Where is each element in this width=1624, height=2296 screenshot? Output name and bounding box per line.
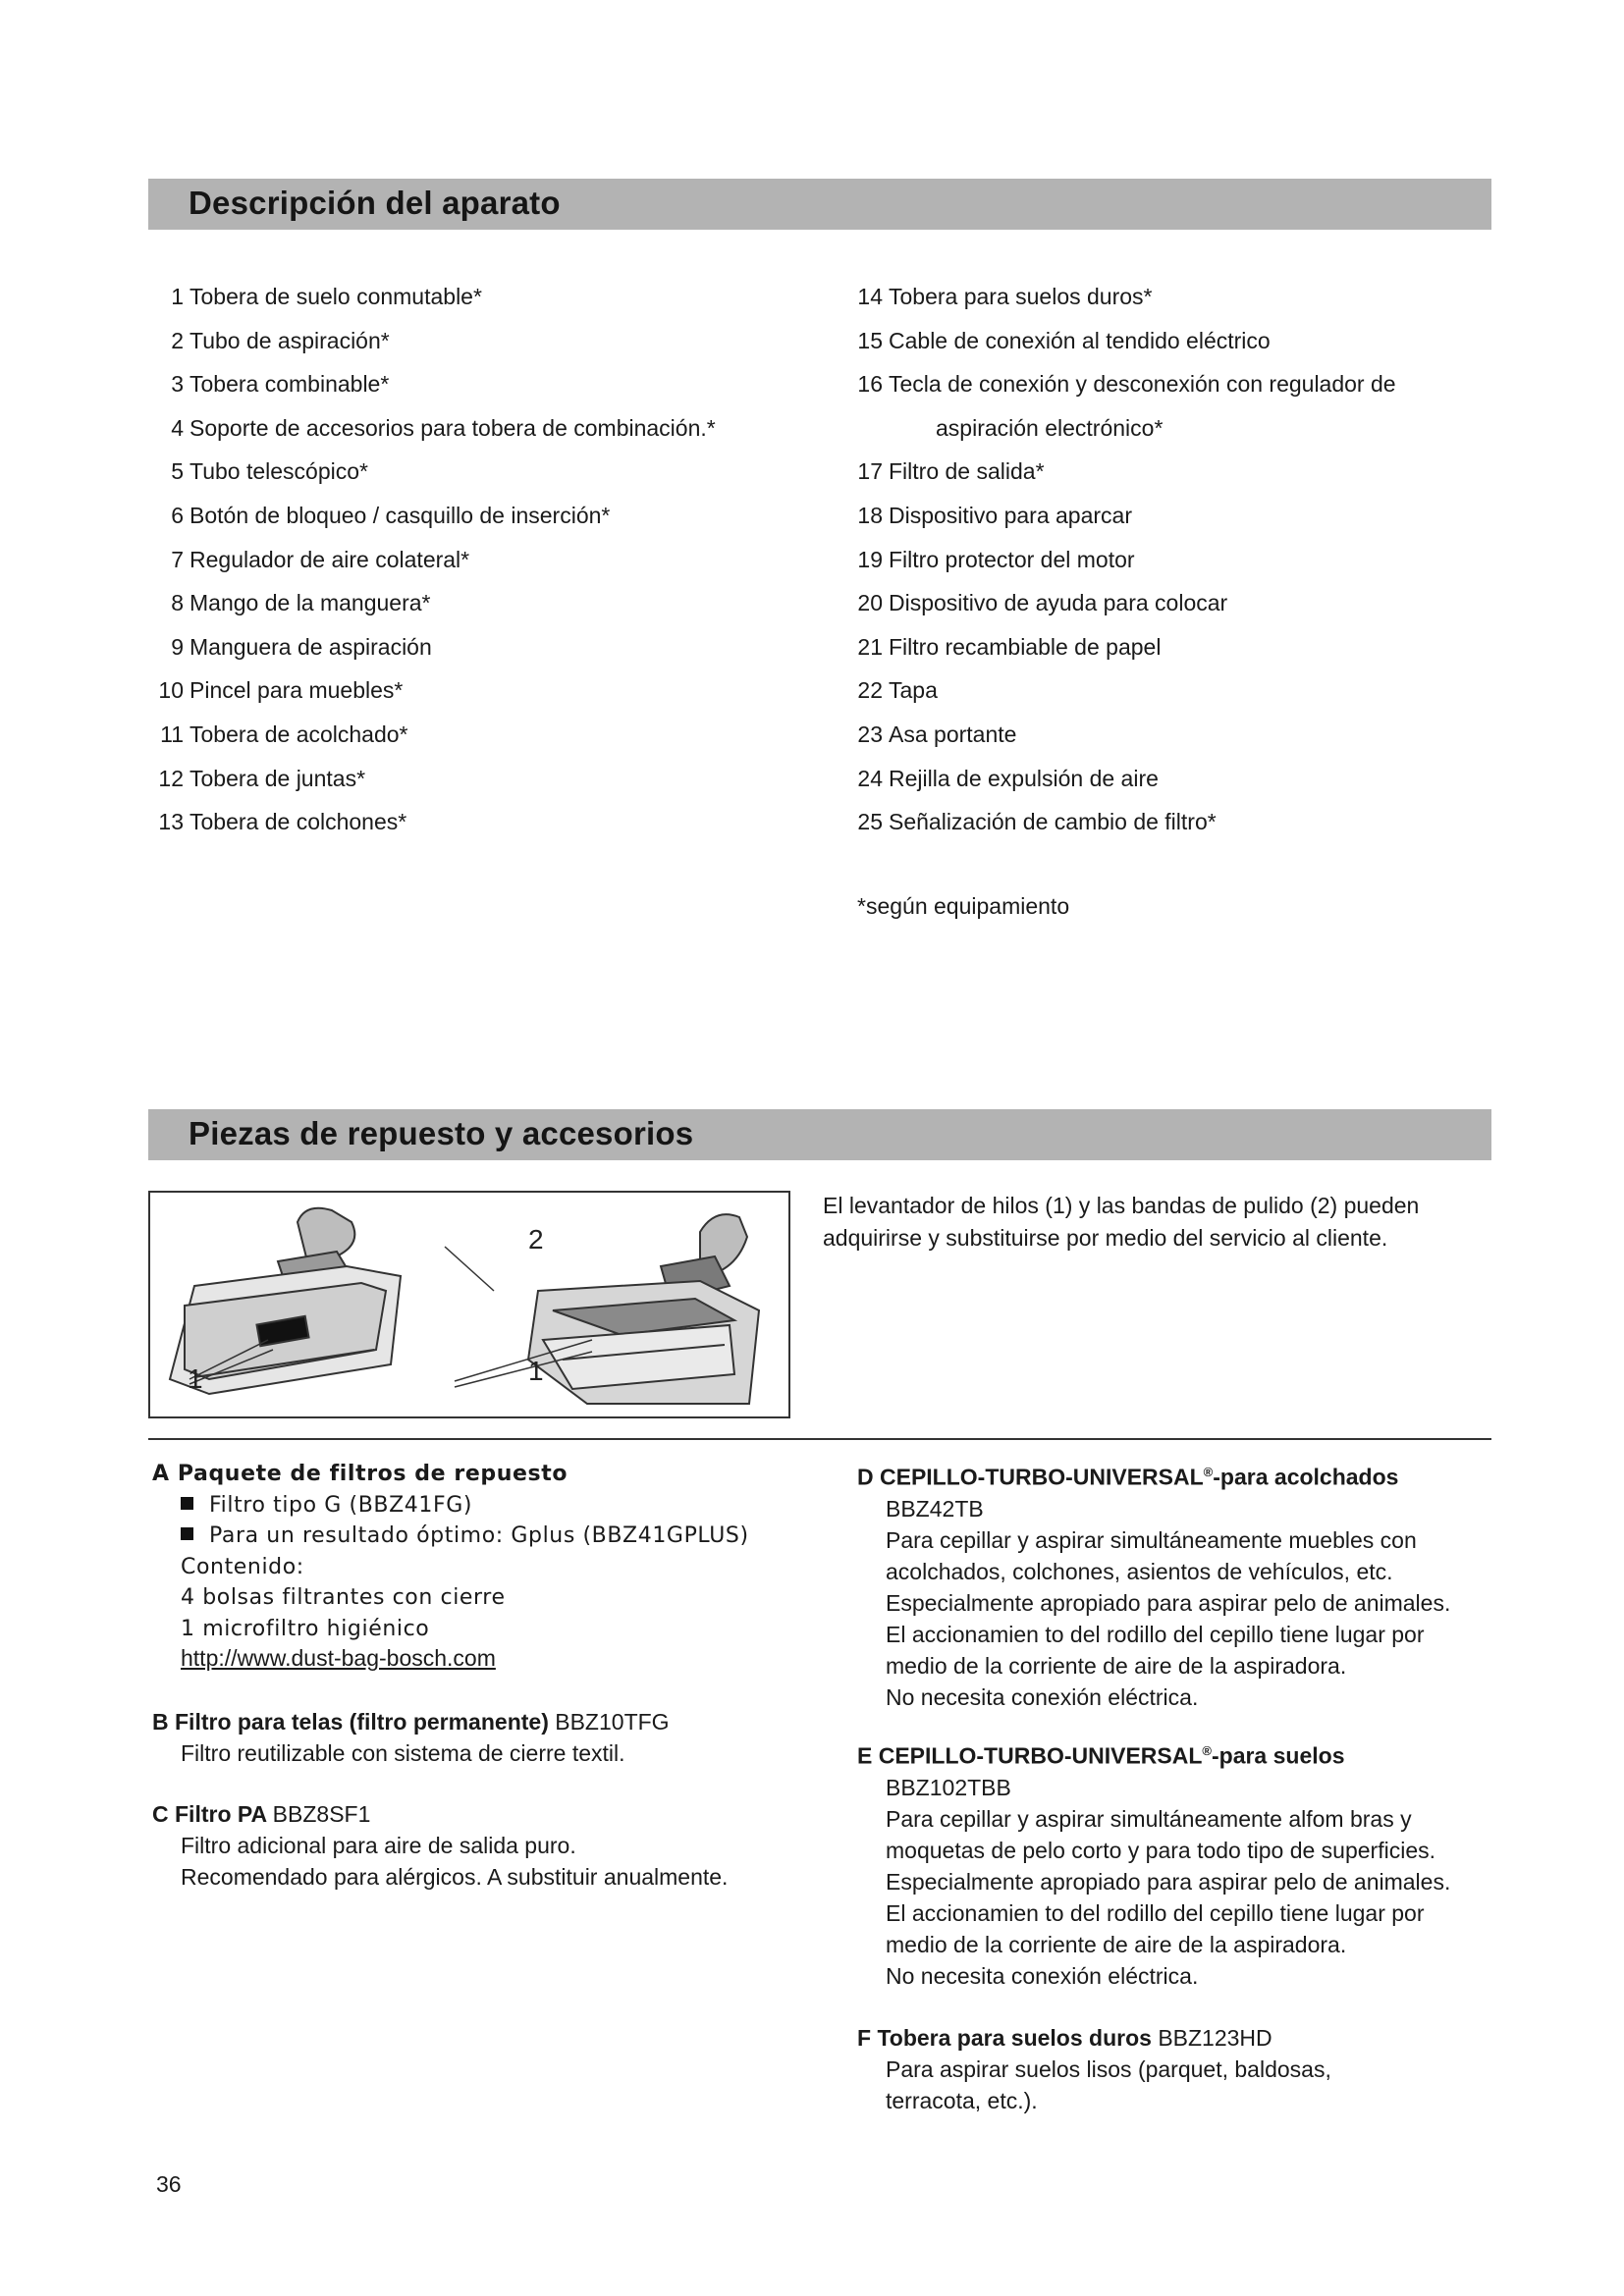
page-number: 36 bbox=[156, 2171, 182, 2197]
accessory-a-contents-label: Contenido: bbox=[181, 1554, 304, 1579]
item-text: Tobera de acolchado* bbox=[189, 721, 408, 747]
item-number: 8 bbox=[171, 590, 184, 616]
list-item bbox=[171, 406, 716, 451]
footnote: *según equipamiento bbox=[857, 893, 1070, 919]
item-number: 20 bbox=[857, 590, 883, 616]
accessory-f-code: BBZ123HD bbox=[1158, 2025, 1272, 2051]
item-text: Regulador de aire colateral* bbox=[189, 546, 470, 572]
item-text: Pincel para muebles* bbox=[189, 677, 404, 704]
list-item bbox=[857, 625, 1396, 669]
accessory-a-bullet1: Filtro tipo G (BBZ41FG) bbox=[152, 1490, 749, 1522]
list-item bbox=[171, 362, 716, 406]
accessory-a-content1: 4 bolsas filtrantes con cierre bbox=[181, 1585, 506, 1610]
list-item bbox=[171, 319, 716, 363]
item-text: Tobera de suelo conmutable* bbox=[189, 284, 482, 309]
list-item bbox=[857, 668, 1396, 713]
item-number: 6 bbox=[171, 502, 184, 528]
accessory-d-line: medio de la corriente de aire de la aspiradora. bbox=[886, 1652, 1347, 1679]
accessory-e-line: moquetas de pelo corto y para todo tipo de superficies. bbox=[886, 1837, 1436, 1863]
accessory-d bbox=[857, 1457, 1450, 1713]
item-text: Filtro recambiable de papel bbox=[889, 633, 1162, 660]
item-text: Rejilla de expulsión de aire bbox=[889, 765, 1159, 791]
accessory-e-line: Para cepillar y aspirar simultáneamente alfom bras y bbox=[886, 1805, 1412, 1832]
accessory-d-line: acolchados, colchones, asientos de vehículos, etc. bbox=[886, 1558, 1393, 1584]
accessory-b-code: BBZ10TFG bbox=[555, 1709, 670, 1735]
accessory-c-desc2: Recomendado para alérgicos. A substituir anualmente. bbox=[181, 1864, 729, 1890]
item-number: 22 bbox=[857, 677, 883, 704]
item-text: Cable de conexión al tendido eléctrico bbox=[889, 327, 1271, 353]
item-number: 19 bbox=[857, 546, 883, 572]
item-number: 25 bbox=[857, 809, 883, 835]
square-bullet-icon bbox=[181, 1497, 193, 1510]
section-title: Descripción del aparato bbox=[189, 185, 561, 221]
accessory-d-line: No necesita conexión eléctrica. bbox=[886, 1683, 1199, 1710]
floor-nozzle-drawings bbox=[150, 1193, 788, 1416]
item-text: Filtro de salida* bbox=[889, 458, 1045, 485]
item-text: Tubo telescópico* bbox=[189, 458, 368, 485]
item-text: Manguera de aspiración bbox=[189, 633, 432, 660]
section-title: Piezas de repuesto y accesorios bbox=[189, 1115, 694, 1151]
item-number: 5 bbox=[171, 458, 184, 485]
accessory-d-title-tail: -para acolchados bbox=[1213, 1464, 1399, 1490]
parts-list-right bbox=[857, 275, 1396, 844]
accessory-e-code: BBZ102TBB bbox=[886, 1774, 1011, 1800]
figure-label-1-right: 1 bbox=[528, 1356, 544, 1386]
list-item bbox=[857, 275, 1396, 319]
intro-line: El levantador de hilos (1) y las bandas de pulido (2) pueden bbox=[823, 1193, 1420, 1218]
list-item bbox=[171, 625, 716, 669]
accessory-d-title: D CEPILLO-TURBO-UNIVERSAL bbox=[857, 1464, 1204, 1490]
list-item bbox=[857, 450, 1396, 494]
nozzle-bottom-view bbox=[170, 1208, 401, 1394]
list-item-continuation bbox=[889, 406, 1396, 451]
list-item bbox=[857, 319, 1396, 363]
accessory-e-line: Especialmente apropiado para aspirar pelo de animales. bbox=[886, 1868, 1451, 1895]
accessory-c-title: C Filtro PA bbox=[152, 1801, 267, 1827]
list-item bbox=[171, 494, 716, 538]
accessory-b-desc: Filtro reutilizable con sistema de cierre textil. bbox=[181, 1740, 625, 1766]
divider bbox=[148, 1438, 1491, 1440]
figure-label-2: 2 bbox=[528, 1224, 544, 1255]
item-text: Tecla de conexión y desconexión con regulador de bbox=[889, 371, 1396, 398]
item-number: 17 bbox=[857, 458, 883, 485]
list-item bbox=[857, 757, 1396, 801]
accessory-d-code: BBZ42TB bbox=[886, 1495, 984, 1522]
item-number: 23 bbox=[857, 721, 883, 747]
nozzle-illustration bbox=[148, 1191, 790, 1418]
item-number: 9 bbox=[171, 633, 184, 660]
accessory-d-line: El accionamien to del rodillo del cepillo tiene lugar por bbox=[886, 1621, 1425, 1647]
accessory-b-title: B Filtro para telas (filtro permanente) bbox=[152, 1709, 549, 1735]
list-item bbox=[857, 713, 1396, 757]
leader-line bbox=[445, 1247, 494, 1291]
intro-line: adquirirse y substituirse por medio del servicio al cliente. bbox=[823, 1225, 1388, 1251]
accessory-f bbox=[857, 2022, 1331, 2116]
accessory-f-desc2: terracota, etc.). bbox=[886, 2088, 1038, 2113]
item-text: Tobera de juntas* bbox=[189, 765, 366, 791]
list-item bbox=[857, 494, 1396, 538]
item-number: 7 bbox=[171, 546, 184, 572]
item-number: 11 bbox=[160, 721, 184, 747]
list-item bbox=[171, 450, 716, 494]
accessory-e-title-tail: -para suelos bbox=[1211, 1742, 1345, 1769]
dust-bag-link[interactable]: http://www.dust-bag-bosch.com bbox=[181, 1645, 496, 1671]
list-item bbox=[857, 362, 1396, 406]
accessory-b bbox=[152, 1706, 670, 1769]
item-number: 14 bbox=[857, 284, 883, 309]
item-number: 4 bbox=[171, 414, 184, 441]
item-text: Tapa bbox=[889, 677, 938, 704]
nozzle-top-view bbox=[528, 1214, 759, 1404]
item-number: 1 bbox=[171, 284, 184, 309]
accessory-c-desc1: Filtro adicional para aire de salida puro. bbox=[181, 1833, 576, 1858]
item-text: Señalización de cambio de filtro* bbox=[889, 809, 1217, 835]
item-number: 15 bbox=[857, 327, 883, 353]
item-text: Dispositivo para aparcar bbox=[889, 502, 1133, 528]
figure-label-1-left: 1 bbox=[188, 1363, 203, 1394]
item-text: Botón de bloqueo / casquillo de inserción* bbox=[189, 502, 611, 528]
list-item bbox=[158, 757, 716, 801]
item-text: Soporte de accesorios para tobera de combinación.* bbox=[189, 414, 716, 441]
accessory-f-title: F Tobera para suelos duros bbox=[857, 2025, 1152, 2051]
item-number: 12 bbox=[158, 765, 184, 791]
item-number: 2 bbox=[171, 327, 184, 353]
square-bullet-icon bbox=[181, 1527, 193, 1540]
intro-text bbox=[823, 1190, 1490, 1255]
accessory-d-line: Especialmente apropiado para aspirar pelo de animales. bbox=[886, 1589, 1451, 1616]
list-item bbox=[857, 538, 1396, 582]
accessory-d-line: Para cepillar y aspirar simultáneamente muebles con bbox=[886, 1526, 1417, 1553]
item-number: 16 bbox=[857, 371, 883, 398]
accessory-a-bullet2: Para un resultado óptimo: Gplus (BBZ41GPLUS) bbox=[152, 1521, 749, 1552]
list-item bbox=[171, 538, 716, 582]
item-text: Tobera combinable* bbox=[189, 371, 390, 398]
list-item bbox=[171, 581, 716, 625]
accessory-a bbox=[152, 1459, 749, 1644]
item-text: Tobera para suelos duros* bbox=[889, 284, 1153, 309]
accessory-c bbox=[152, 1798, 728, 1893]
item-number: 3 bbox=[171, 371, 184, 398]
list-item bbox=[857, 581, 1396, 625]
item-number: 10 bbox=[158, 677, 184, 704]
list-item bbox=[171, 275, 716, 319]
item-text: Dispositivo de ayuda para colocar bbox=[889, 590, 1228, 616]
list-item bbox=[160, 713, 716, 757]
list-item bbox=[158, 800, 716, 844]
item-text-continuation: aspiración electrónico* bbox=[936, 414, 1164, 441]
item-number: 24 bbox=[857, 765, 883, 791]
item-text: Asa portante bbox=[889, 721, 1017, 747]
accessory-e-line: medio de la corriente de aire de la aspiradora. bbox=[886, 1931, 1347, 1957]
accessory-a-title: A Paquete de filtros de repuesto bbox=[152, 1462, 568, 1486]
list-item bbox=[857, 800, 1396, 844]
registered-mark: ® bbox=[1202, 1743, 1212, 1758]
item-number: 13 bbox=[158, 809, 184, 835]
section-header-piezas bbox=[148, 1109, 1491, 1160]
item-text: Mango de la manguera* bbox=[189, 590, 431, 616]
item-text: Tubo de aspiración* bbox=[189, 327, 390, 353]
item-text: Filtro protector del motor bbox=[889, 546, 1135, 572]
parts-list-left bbox=[158, 275, 716, 844]
accessory-a-link-row bbox=[181, 1642, 496, 1674]
item-text: Tobera de colchones* bbox=[189, 809, 407, 835]
registered-mark: ® bbox=[1203, 1465, 1214, 1479]
accessory-f-desc1: Para aspirar suelos lisos (parquet, baldosas, bbox=[886, 2056, 1331, 2082]
accessory-a-content2: 1 microfiltro higiénico bbox=[181, 1616, 430, 1641]
accessory-e-title: E CEPILLO-TURBO-UNIVERSAL bbox=[857, 1742, 1203, 1769]
item-number: 21 bbox=[857, 633, 883, 660]
accessory-e bbox=[857, 1735, 1450, 1992]
accessory-e-line: El accionamien to del rodillo del cepillo tiene lugar por bbox=[886, 1899, 1425, 1926]
item-number: 18 bbox=[857, 502, 883, 528]
section-header-descripcion bbox=[148, 179, 1491, 230]
list-item bbox=[158, 668, 716, 713]
accessory-e-line: No necesita conexión eléctrica. bbox=[886, 1962, 1199, 1989]
accessory-c-code: BBZ8SF1 bbox=[272, 1801, 371, 1827]
